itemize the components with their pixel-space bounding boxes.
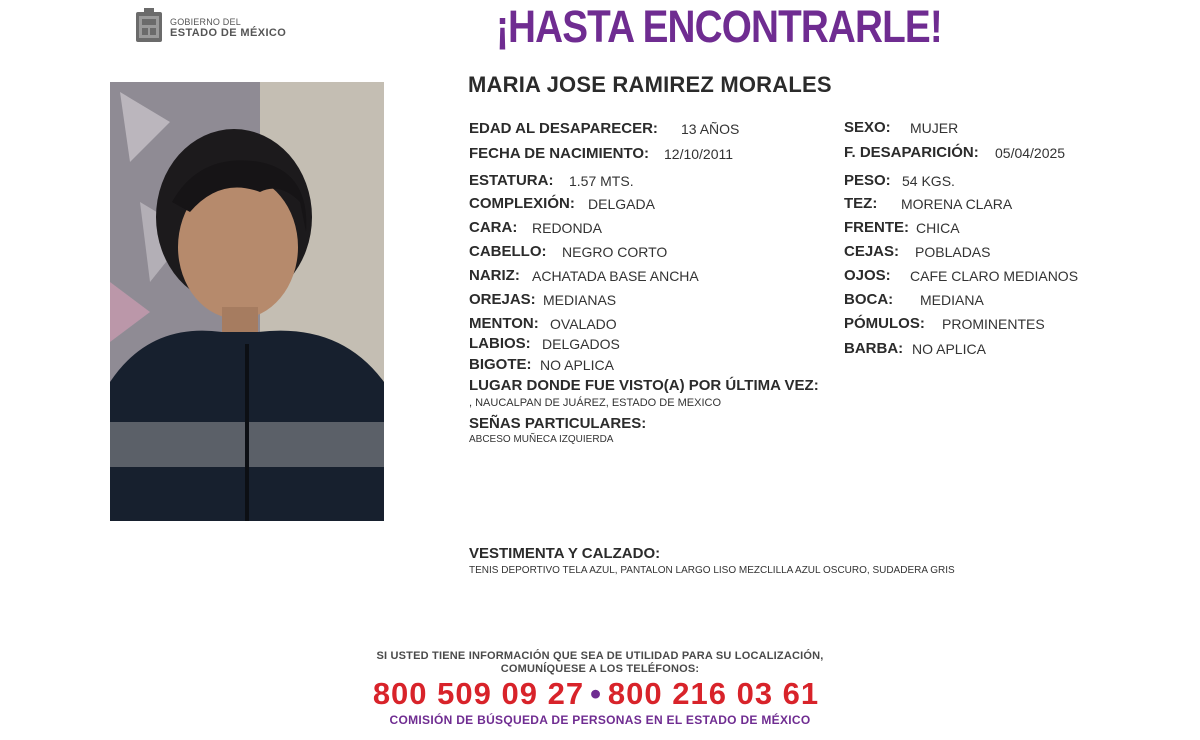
field-mouth	[844, 291, 984, 308]
field-value: MEDIANA	[920, 292, 984, 308]
phone-number-1[interactable]: 800 509 09 27	[372, 676, 585, 711]
field-label: CARA:	[469, 219, 518, 236]
contact-info-line1: SI USTED TIENE INFORMACIÓN QUE SEA DE UTILIDAD PARA SU LOCALIZACIÓN,	[376, 650, 824, 662]
field-label: OREJAS:	[469, 291, 536, 308]
field-sex	[844, 119, 959, 136]
last-seen-text: , NAUCALPAN DE JUÁREZ, ESTADO DE MEXICO	[469, 397, 722, 409]
headline: ¡HASTA ENCONTRARLE!	[496, 1, 942, 52]
field-cheekbones	[844, 315, 1045, 332]
person-name: MARIA JOSE RAMIREZ MORALES	[468, 72, 832, 97]
field-label: BIGOTE:	[469, 356, 532, 373]
field-value: 05/04/2025	[995, 145, 1066, 161]
field-label: NARIZ:	[469, 267, 520, 284]
field-value: 1.57 MTS.	[569, 173, 634, 189]
field-value: REDONDA	[532, 220, 603, 236]
field-value: PROMINENTES	[942, 316, 1045, 332]
missing-person-photo	[110, 82, 384, 521]
distinctive-marks-text: ABCESO MUÑECA IZQUIERDA	[469, 434, 614, 445]
field-value: OVALADO	[550, 316, 617, 332]
field-label: BOCA:	[844, 291, 894, 308]
field-value: NEGRO CORTO	[562, 244, 668, 260]
field-label: ESTATURA:	[469, 172, 554, 189]
field-build	[469, 195, 655, 212]
field-birth-date	[469, 145, 734, 162]
field-mustache	[469, 356, 614, 373]
field-value: 13 AÑOS	[681, 121, 740, 137]
last-seen-title: LUGAR DONDE FUE VISTO(A) POR ÚLTIMA VEZ:	[469, 377, 819, 394]
field-ears	[469, 291, 617, 308]
field-label: BARBA:	[844, 340, 904, 357]
field-eyebrows	[844, 243, 991, 260]
field-label: PESO:	[844, 172, 891, 189]
field-value: 12/10/2011	[664, 146, 734, 162]
field-age	[469, 120, 740, 137]
field-label: MENTON:	[469, 315, 539, 332]
field-height	[469, 172, 634, 189]
field-value: CHICA	[916, 220, 960, 236]
field-nose	[469, 267, 699, 284]
field-label: OJOS:	[844, 267, 891, 284]
field-value: NO APLICA	[912, 341, 986, 357]
logo-text-line1: GOBIERNO DEL	[170, 17, 241, 27]
field-value: MEDIANAS	[543, 292, 617, 308]
field-chin	[469, 315, 617, 332]
field-value: CAFE CLARO MEDIANOS	[910, 268, 1079, 284]
clothing-title: VESTIMENTA Y CALZADO:	[469, 545, 661, 562]
field-value: 54 KGS.	[902, 173, 955, 189]
field-face	[469, 219, 603, 236]
field-label: LABIOS:	[469, 335, 531, 352]
field-value: DELGADOS	[542, 336, 620, 352]
phone-separator: •	[590, 676, 602, 711]
field-value: ACHATADA BASE ANCHA	[532, 268, 699, 284]
state-seal-icon	[134, 8, 164, 44]
field-value: MUJER	[910, 120, 959, 136]
commission-name: COMISIÓN DE BÚSQUEDA DE PERSONAS EN EL ESTADO DE MÉXICO	[389, 713, 811, 727]
field-forehead	[844, 219, 960, 236]
field-label: SEXO:	[844, 119, 891, 136]
logo-text-line2: ESTADO DE MÉXICO	[170, 27, 287, 39]
field-weight	[844, 172, 955, 189]
field-label: TEZ:	[844, 195, 878, 212]
field-label: EDAD AL DESAPARECER:	[469, 120, 658, 137]
field-lips	[469, 335, 620, 352]
field-hair	[469, 243, 668, 260]
contact-info-line2: COMUNÍQUESE A LOS TELÉFONOS:	[500, 663, 700, 675]
field-eyes	[844, 267, 1079, 284]
field-label: COMPLEXIÓN:	[469, 195, 575, 212]
distinctive-marks-title: SEÑAS PARTICULARES:	[469, 415, 647, 432]
field-label: FRENTE:	[844, 219, 909, 236]
field-label: PÓMULOS:	[844, 315, 925, 332]
field-label: FECHA DE NACIMIENTO:	[469, 145, 649, 162]
field-value: DELGADA	[588, 196, 655, 212]
field-beard	[844, 340, 986, 357]
field-label: CABELLO:	[469, 243, 547, 260]
field-label: F. DESAPARICIÓN:	[844, 144, 979, 161]
field-disappearance-date	[844, 144, 1066, 161]
government-logo	[134, 8, 286, 44]
field-value: NO APLICA	[540, 357, 614, 373]
clothing-text: TENIS DEPORTIVO TELA AZUL, PANTALON LARGO LISO MEZCLILLA AZUL OSCURO, SUDADERA GRIS	[469, 565, 955, 576]
contact-info	[320, 650, 880, 676]
phone-number-2[interactable]: 800 216 03 61	[607, 676, 820, 711]
phone-numbers	[316, 676, 876, 712]
field-value: MORENA CLARA	[901, 196, 1013, 212]
field-skin	[844, 195, 1013, 212]
field-value: POBLADAS	[915, 244, 991, 260]
field-label: CEJAS:	[844, 243, 900, 260]
